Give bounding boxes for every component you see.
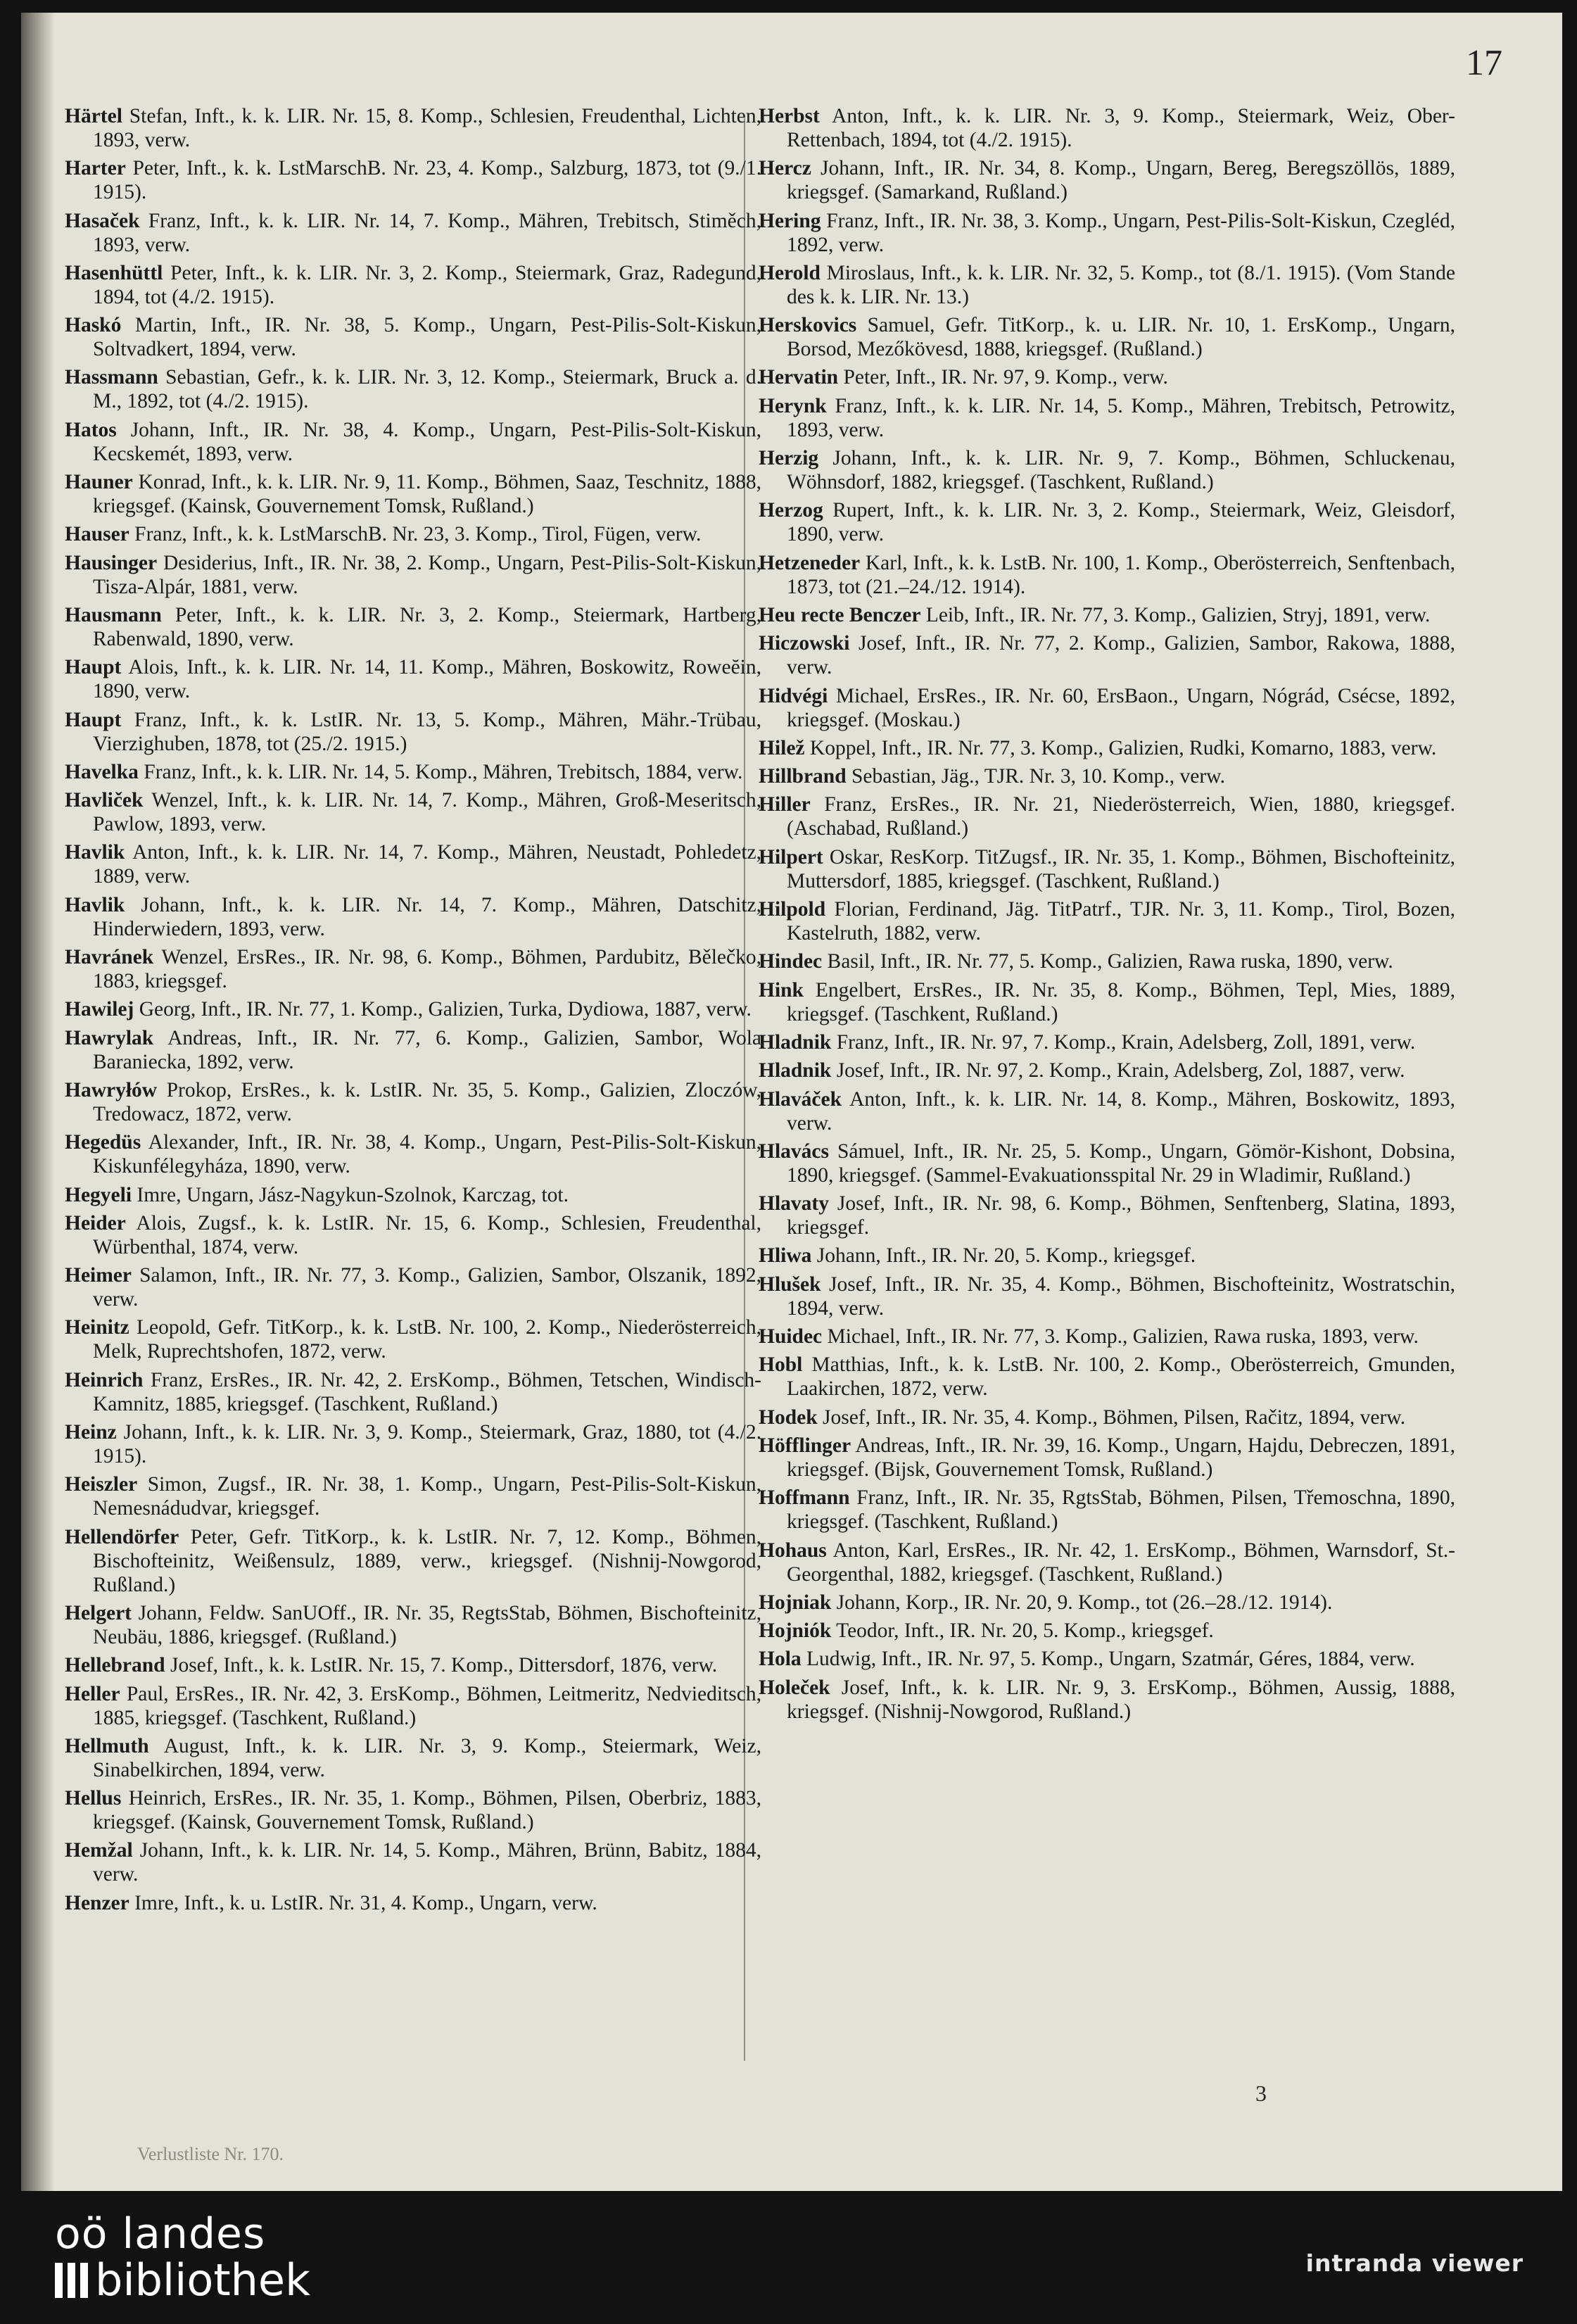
entry-details: Koppel, Inft., IR. Nr. 77, 3. Komp., Galizien, Rudki, Komarno, 1883, verw. [804, 736, 1437, 759]
entry-details: Franz, Inft., IR. Nr. 38, 3. Komp., Ungarn, Pest-Pilis-Solt-Kiskun, Czegléd, 1892, verw. [787, 209, 1455, 256]
entry-details: Michael, ErsRes., IR. Nr. 60, ErsBaon., Ungarn, Nógrád, Csécse, 1892, kriegsgef. (Moskau.) [787, 684, 1455, 731]
entry-surname: Heiszler [65, 1473, 138, 1496]
entry-surname: Holeček [759, 1676, 830, 1699]
list-entry [65, 760, 761, 784]
entry-surname: Hetzeneder [759, 551, 861, 574]
entry-details: Peter, Inft., k. k. LIR. Nr. 3, 2. Komp., Steiermark, Hartberg, Rabenwald, 1890, verw. [93, 603, 761, 650]
entry-surname: Herbst [759, 105, 820, 127]
list-entry [65, 418, 761, 466]
entry-details: Miroslaus, Inft., k. k. LIR. Nr. 32, 5. Komp., tot (8./1. 1915). (Vom Stande des k. k. LIR. Nr. 13.) [787, 261, 1455, 308]
list-entry [759, 551, 1455, 599]
entry-surname: Heimer [65, 1264, 132, 1287]
entry-surname: Havránek [65, 946, 154, 969]
entry-surname: Hojniak [759, 1591, 832, 1614]
entry-surname: Hausmann [65, 603, 162, 626]
entry-surname: Hering [759, 209, 821, 232]
entry-surname: Helgert [65, 1601, 132, 1624]
list-entry [65, 1263, 761, 1311]
entry-surname: Hodek [759, 1406, 818, 1429]
list-entry [759, 1244, 1455, 1268]
entry-surname: Hauser [65, 523, 129, 546]
entry-details: Anton, Inft., k. k. LIR. Nr. 14, 8. Komp., Mähren, Boskowitz, 1893, verw. [787, 1087, 1455, 1135]
list-entry [65, 708, 761, 756]
entry-details: Salamon, Inft., IR. Nr. 77, 3. Komp., Galizien, Sambor, Olszanik, 1892, verw. [93, 1264, 761, 1311]
entry-details: Alois, Zugsf., k. k. LstIR. Nr. 15, 6. Komp., Schlesien, Freudenthal, Würbenthal, 1874, verw. [93, 1211, 761, 1258]
entry-surname: Hasenhüttl [65, 261, 163, 284]
list-entry [65, 1786, 761, 1834]
entry-surname: Hellmuth [65, 1734, 149, 1757]
entry-details: Franz, Inft., k. k. LstIR. Nr. 13, 5. Komp., Mähren, Mähr.-Trübau, Vierzighuben, 1878, tot (25./2. 1915.) [93, 708, 761, 755]
entry-details: Florian, Ferdinand, Jäg. TitPatrf., TJR. Nr. 3, 11. Komp., Tirol, Bozen, Kastelruth, 1882, verw. [787, 898, 1455, 945]
list-entry [65, 1838, 761, 1886]
entry-surname: Herold [759, 261, 821, 284]
list-entry [65, 470, 761, 518]
entry-surname: Hink [759, 978, 804, 1002]
logo-bars-icon [55, 2263, 88, 2298]
list-entry [65, 209, 761, 257]
entry-details: Johann, Inft., k. k. LIR. Nr. 14, 7. Komp., Mähren, Datschitz, Hinderwiedern, 1893, verw. [93, 893, 761, 940]
list-entry [759, 446, 1455, 494]
entry-details: August, Inft., k. k. LIR. Nr. 3, 9. Komp., Steiermark, Weiz, Sinabelkirchen, 1894, verw. [93, 1734, 761, 1781]
list-entry [759, 949, 1455, 973]
list-entry [759, 1647, 1455, 1671]
entry-surname: Hladnik [759, 1030, 832, 1054]
list-entry [759, 313, 1455, 361]
list-entry [65, 365, 761, 413]
entry-surname: Hlavács [759, 1139, 829, 1163]
list-entry [759, 1139, 1455, 1187]
list-entry [65, 1682, 761, 1730]
list-entry [65, 1891, 761, 1915]
list-entry [65, 788, 761, 836]
list-entry [759, 1192, 1455, 1239]
list-entry [65, 261, 761, 309]
entry-details: Anton, Inft., k. k. LIR. Nr. 14, 7. Komp., Mähren, Neustadt, Pohledetz, 1889, verw. [93, 841, 761, 888]
entry-details: Josef, Inft., IR. Nr. 98, 6. Komp., Böhmen, Senftenberg, Slatina, 1893, kriegsgef. [787, 1192, 1455, 1239]
list-entry [65, 840, 761, 888]
list-entry [65, 551, 761, 599]
list-entry [759, 736, 1455, 760]
entry-details: Basil, Inft., IR. Nr. 77, 5. Komp., Galizien, Rawa ruska, 1890, verw. [822, 950, 1393, 973]
entry-surname: Heu recte Benczer [759, 603, 921, 626]
entry-surname: Heider [65, 1211, 126, 1234]
list-entry [759, 498, 1455, 546]
entry-details: Anton, Inft., k. k. LIR. Nr. 3, 9. Komp., Steiermark, Weiz, Ober-Rettenbach, 1894, tot (4./2. 1915). [787, 105, 1455, 151]
entry-details: Wenzel, ErsRes., IR. Nr. 98, 6. Komp., Böhmen, Pardubitz, Bělečko, 1883, kriegsgef. [93, 946, 761, 993]
entry-surname: Hasaček [65, 209, 140, 232]
entry-details: Johann, Inft., k. k. LIR. Nr. 9, 7. Komp., Böhmen, Schluckenau, Wöhnsdorf, 1882, kriegsgef. (Taschkent, Rußland.) [787, 447, 1455, 494]
entry-surname: Haskó [65, 314, 122, 337]
entry-surname: Hobl [759, 1353, 803, 1377]
entry-details: Andreas, Inft., IR. Nr. 39, 16. Komp., Ungarn, Hajdu, Debreczen, 1891, kriegsgef. (Bijsk, Gouvernement Tomsk, Rußland.) [787, 1434, 1455, 1481]
list-entry [65, 1315, 761, 1363]
list-entry [65, 1183, 761, 1207]
right-column [759, 104, 1455, 1728]
list-entry [65, 655, 761, 703]
entry-details: Peter, Inft., k. k. LstMarschB. Nr. 23, 4. Komp., Salzburg, 1873, tot (9./1. 1915). [93, 157, 761, 204]
entry-surname: Herzog [759, 499, 823, 522]
left-column [65, 104, 761, 1919]
list-entry [65, 522, 761, 546]
entry-details: Franz, Inft., k. k. LIR. Nr. 14, 5. Komp., Mähren, Trebitsch, 1884, verw. [138, 760, 743, 783]
signature-mark: 3 [1255, 2080, 1267, 2106]
list-entry [65, 997, 761, 1021]
list-entry [759, 1676, 1455, 1724]
list-entry [759, 1325, 1455, 1349]
entry-details: Johann, Korp., IR. Nr. 20, 9. Komp., tot (26.–28./12. 1914). [831, 1591, 1333, 1614]
entry-surname: Herzig [759, 447, 819, 470]
entry-surname: Heller [65, 1682, 120, 1705]
entry-details: Josef, Inft., IR. Nr. 35, 4. Komp., Böhmen, Pilsen, Račitz, 1894, verw. [817, 1406, 1406, 1429]
list-entry [65, 1653, 761, 1677]
list-entry [759, 104, 1455, 152]
entry-surname: Hiczowski [759, 632, 850, 655]
viewer-brand[interactable]: intranda viewer [1305, 2249, 1524, 2277]
entry-details: Franz, Inft., IR. Nr. 97, 7. Komp., Krain, Adelsberg, Zoll, 1891, verw. [831, 1030, 1416, 1054]
entry-details: Samuel, Gefr. TitKorp., k. u. LIR. Nr. 10, 1. ErsKomp., Ungarn, Borsod, Mezőkövesd, 1888, kriegsgef. (Rußland.) [787, 314, 1455, 361]
entry-surname: Herynk [759, 394, 827, 417]
entry-surname: Haupt [65, 656, 122, 679]
entry-surname: Hawrylak [65, 1026, 154, 1049]
entry-surname: Hlaváček [759, 1087, 842, 1111]
entry-surname: Havelka [65, 760, 139, 783]
entry-surname: Havliček [65, 789, 144, 812]
entry-surname: Hassmann [65, 366, 158, 389]
list-entry [759, 764, 1455, 788]
list-entry [65, 1420, 761, 1468]
list-entry [65, 945, 761, 993]
logo-line2: bibliothek [95, 2254, 310, 2306]
list-entry [759, 631, 1455, 679]
entry-surname: Hemžal [65, 1839, 133, 1862]
entry-details: Alois, Inft., k. k. LIR. Nr. 14, 11. Komp., Mähren, Boskowitz, Roweĕin, 1890, verw. [93, 656, 761, 703]
entry-details: Franz, Inft., IR. Nr. 35, RgtsStab, Böhmen, Pilsen, Třemoschna, 1890, kriegsgef. (Taschkent, Rußland.) [787, 1486, 1455, 1534]
list-entry [65, 893, 761, 941]
entry-surname: Härtel [65, 105, 122, 127]
entry-surname: Hohaus [759, 1539, 827, 1562]
entry-details: Heinrich, ErsRes., IR. Nr. 35, 1. Komp., Böhmen, Pilsen, Oberbriz, 1883, kriegsgef. (Kainsk, Gouvernement Tomsk, Rußland.) [93, 1787, 761, 1834]
list-entry [759, 603, 1455, 627]
entry-surname: Hegyeli [65, 1183, 132, 1206]
entry-surname: Hillbrand [759, 765, 847, 788]
entry-surname: Hilpold [759, 898, 826, 921]
entry-details: Johann, Inft., k. k. LIR. Nr. 14, 5. Komp., Mähren, Brünn, Babitz, 1884, verw. [93, 1839, 761, 1886]
entry-details: Johann, Inft., IR. Nr. 20, 5. Komp., kriegsgef. [811, 1244, 1196, 1268]
page-number: 17 [1466, 43, 1502, 83]
entry-details: Imre, Ungarn, Jász-Nagykun-Szolnok, Karczag, tot. [132, 1183, 569, 1206]
list-entry [65, 1078, 761, 1126]
list-entry [759, 394, 1455, 442]
entry-details: Josef, Inft., k. k. LstIR. Nr. 15, 7. Komp., Dittersdorf, 1876, verw. [165, 1654, 718, 1677]
list-entry [759, 1059, 1455, 1082]
entry-surname: Heinitz [65, 1316, 129, 1339]
list-entry [65, 1734, 761, 1782]
entry-details: Karl, Inft., k. k. LstB. Nr. 100, 1. Komp., Oberösterreich, Senftenbach, 1873, tot (21.–24./12. 1914). [787, 551, 1455, 598]
list-entry [759, 1030, 1455, 1054]
entry-details: Georg, Inft., IR. Nr. 77, 1. Komp., Galizien, Turka, Dydiowa, 1887, verw. [134, 998, 752, 1021]
library-logo[interactable] [55, 2211, 310, 2304]
page-binding-edge [21, 13, 55, 2191]
entry-surname: Hilpert [759, 845, 823, 869]
list-entry [759, 209, 1455, 257]
entry-details: Sebastian, Jäg., TJR. Nr. 3, 10. Komp., verw. [846, 765, 1225, 788]
entry-surname: Hawryłów [65, 1078, 158, 1101]
entry-details: Michael, Inft., IR. Nr. 77, 3. Komp., Galizien, Rawa ruska, 1893, verw. [822, 1325, 1419, 1349]
entry-surname: Hladnik [759, 1059, 832, 1082]
list-entry [759, 365, 1455, 389]
entry-surname: Hindec [759, 950, 823, 973]
entry-surname: Herskovics [759, 314, 857, 337]
entry-surname: Hauner [65, 471, 133, 494]
entry-details: Prokop, ErsRes., k. k. LstIR. Nr. 35, 5. Komp., Galizien, Zloczów, Tredowacz, 1872, verw. [93, 1078, 761, 1125]
entry-surname: Hellus [65, 1787, 122, 1810]
list-entry [65, 1026, 761, 1074]
entry-details: Martin, Inft., IR. Nr. 38, 5. Komp., Ungarn, Pest-Pilis-Solt-Kiskun, Soltvadkert, 1894, verw. [93, 314, 761, 361]
entry-details: Andreas, Inft., IR. Nr. 77, 6. Komp., Galizien, Sambor, Wola Baraniecka, 1892, verw. [93, 1026, 761, 1073]
list-entry [759, 845, 1455, 893]
entry-surname: Hawilej [65, 998, 134, 1021]
scanned-page [21, 13, 1562, 2191]
entry-details: Desiderius, Inft., IR. Nr. 38, 2. Komp., Ungarn, Pest-Pilis-Solt-Kiskun, Tisza-Alpár, 1881, verw. [93, 551, 761, 598]
entry-details: Johann, Inft., k. k. LIR. Nr. 3, 9. Komp., Steiermark, Graz, 1880, tot (4./2. 1915). [93, 1421, 761, 1468]
list-entry [759, 1353, 1455, 1401]
list-entry [65, 603, 761, 651]
entry-surname: Harter [65, 157, 126, 180]
list-entry [759, 1619, 1455, 1643]
entry-details: Franz, ErsRes., IR. Nr. 42, 2. ErsKomp., Böhmen, Tetschen, Windisch-Kamnitz, 1885, kriegsgef. (Taschkent, Rußland.) [93, 1368, 761, 1415]
list-entry [759, 1486, 1455, 1534]
list-entry [759, 684, 1455, 732]
entry-details: Johann, Inft., IR. Nr. 38, 4. Komp., Ungarn, Pest-Pilis-Solt-Kiskun, Kecskemét, 1893, verw. [93, 418, 761, 465]
list-entry [759, 792, 1455, 840]
list-entry [65, 1130, 761, 1178]
entry-details: Franz, Inft., k. k. LIR. Nr. 14, 7. Komp., Mähren, Trebitsch, Stiměch, 1893, verw. [93, 209, 761, 256]
entry-surname: Hellendörfer [65, 1525, 179, 1548]
entry-details: Josef, Inft., k. k. LIR. Nr. 9, 3. ErsKomp., Böhmen, Aussig, 1888, kriegsgef. (Nishnij-Nowgorod, Rußland.) [787, 1676, 1455, 1723]
list-entry [65, 156, 761, 204]
entry-surname: Heinrich [65, 1368, 144, 1391]
entry-surname: Hausinger [65, 551, 158, 574]
entry-surname: Hlavaty [759, 1192, 829, 1215]
list-entry [65, 1211, 761, 1259]
list-entry [759, 1406, 1455, 1429]
entry-details: Johann, Inft., IR. Nr. 34, 8. Komp., Ungarn, Bereg, Beregszöllös, 1889, kriegsgef. (Samarkand, Rußland.) [787, 157, 1455, 204]
entry-details: Peter, Inft., IR. Nr. 97, 9. Komp., verw. [838, 366, 1168, 389]
entry-surname: Henzer [65, 1891, 129, 1914]
entry-details: Stefan, Inft., k. k. LIR. Nr. 15, 8. Komp., Schlesien, Freudenthal, Lichten, 1893, verw. [93, 105, 761, 151]
list-entry [65, 1601, 761, 1649]
list-entry [759, 897, 1455, 945]
logo-line1: oö landes [55, 2209, 266, 2259]
list-entry [759, 156, 1455, 204]
entry-surname: Heinz [65, 1421, 117, 1444]
entry-surname: Hola [759, 1648, 802, 1671]
entry-surname: Haupt [65, 708, 122, 731]
list-entry [65, 1368, 761, 1416]
entry-surname: Hilež [759, 736, 805, 759]
entry-details: Johann, Feldw. SanUOff., IR. Nr. 35, RegtsStab, Böhmen, Bischofteinitz, Neubäu, 1886, kriegsgef. (Rußland.) [93, 1601, 761, 1648]
list-entry [759, 261, 1455, 309]
list-entry [65, 1525, 761, 1597]
entry-surname: Huidec [759, 1325, 823, 1349]
entry-details: Matthias, Inft., k. k. LstB. Nr. 100, 2. Komp., Oberösterreich, Gmunden, Laakirchen, 1872, verw. [787, 1353, 1455, 1401]
list-entry [759, 1434, 1455, 1482]
entry-details: Peter, Inft., k. k. LIR. Nr. 3, 2. Komp., Steiermark, Graz, Radegund, 1894, tot (4./2. 1915). [93, 261, 761, 308]
entry-surname: Hojniók [759, 1619, 832, 1643]
entry-details: Josef, Inft., IR. Nr. 77, 2. Komp., Galizien, Sambor, Rakowa, 1888, verw. [787, 632, 1455, 679]
entry-details: Josef, Inft., IR. Nr. 97, 2. Komp., Krain, Adelsberg, Zol, 1887, verw. [831, 1059, 1405, 1082]
entry-details: Alexander, Inft., IR. Nr. 38, 4. Komp., Ungarn, Pest-Pilis-Solt-Kiskun, Kiskunfélegyháza, 1890, verw. [93, 1131, 761, 1178]
entry-surname: Hellebrand [65, 1654, 165, 1677]
list-entry [759, 1539, 1455, 1586]
footer-mark: Verlustliste Nr. 170. [137, 2144, 284, 2164]
entry-details: Franz, Inft., k. k. LstMarschB. Nr. 23, 3. Komp., Tirol, Fügen, verw. [129, 523, 702, 546]
list-entry [759, 1272, 1455, 1320]
entry-surname: Hegedüs [65, 1131, 141, 1154]
entry-surname: Hidvégi [759, 684, 828, 707]
entry-surname: Hliwa [759, 1244, 812, 1268]
logo-line2-row [55, 2256, 310, 2304]
list-entry [759, 978, 1455, 1026]
entry-surname: Hercz [759, 157, 811, 180]
entry-details: Engelbert, ErsRes., IR. Nr. 35, 8. Komp., Böhmen, Tepl, Mies, 1889, kriegsgef. (Taschkent, Rußland.) [787, 978, 1455, 1025]
entry-details: Rupert, Inft., k. k. LIR. Nr. 3, 2. Komp., Steiermark, Weiz, Gleisdorf, 1890, verw. [787, 499, 1455, 546]
entry-details: Franz, Inft., k. k. LIR. Nr. 14, 5. Komp., Mähren, Trebitsch, Petrowitz, 1893, verw. [787, 394, 1455, 441]
entry-surname: Höfflinger [759, 1434, 851, 1457]
entry-details: Anton, Karl, ErsRes., IR. Nr. 42, 1. ErsKomp., Böhmen, Warnsdorf, St.-Georgenthal, 1882, kriegsgef. (Taschkent, Rußland.) [787, 1539, 1455, 1586]
entry-details: Ludwig, Inft., IR. Nr. 97, 5. Komp., Ungarn, Szatmár, Géres, 1884, verw. [801, 1648, 1415, 1671]
entry-details: Teodor, Inft., IR. Nr. 20, 5. Komp., kriegsgef. [831, 1619, 1214, 1643]
list-entry [65, 313, 761, 361]
entry-details: Sámuel, Inft., IR. Nr. 25, 5. Komp., Ungarn, Gömör-Kishont, Dobsina, 1890, kriegsgef. (Sammel-Evakuationsspital Nr. 29 in Wladimir, Rußland.) [787, 1139, 1455, 1187]
entry-surname: Hervatin [759, 366, 839, 389]
entry-surname: Hiller [759, 793, 811, 816]
entry-surname: Hatos [65, 418, 117, 441]
entry-details: Franz, ErsRes., IR. Nr. 21, Niederösterreich, Wien, 1880, kriegsgef. (Aschabad, Rußland.) [787, 793, 1455, 840]
entry-details: Paul, ErsRes., IR. Nr. 42, 3. ErsKomp., Böhmen, Leitmeritz, Nedvieditsch, 1885, kriegsgef. (Taschkent, Rußland.) [93, 1682, 761, 1729]
entry-details: Konrad, Inft., k. k. LIR. Nr. 9, 11. Komp., Böhmen, Saaz, Teschnitz, 1888, kriegsgef. (Kainsk, Gouvernement Tomsk, Rußland.) [93, 471, 761, 518]
entry-details: Sebastian, Gefr., k. k. LIR. Nr. 3, 12. Komp., Steiermark, Bruck a. d. M., 1892, tot (4./2. 1915). [93, 366, 761, 413]
list-entry [759, 1591, 1455, 1615]
entry-surname: Hlušek [759, 1272, 821, 1296]
list-entry [65, 1472, 761, 1520]
entry-surname: Havlik [65, 893, 125, 916]
entry-details: Josef, Inft., IR. Nr. 35, 4. Komp., Böhmen, Bischofteinitz, Wostratschin, 1894, verw. [787, 1272, 1455, 1320]
entry-surname: Havlik [65, 841, 125, 864]
list-entry [65, 104, 761, 152]
entry-details: Leopold, Gefr. TitKorp., k. k. LstB. Nr. 100, 2. Komp., Niederösterreich, Melk, Ruprechtshofen, 1872, verw. [93, 1316, 761, 1363]
entry-details: Imre, Inft., k. u. LstIR. Nr. 31, 4. Komp., Ungarn, verw. [129, 1891, 597, 1914]
entry-details: Oskar, ResKorp. TitZugsf., IR. Nr. 35, 1. Komp., Böhmen, Bischofteinitz, Muttersdorf, 1885, kriegsgef. (Taschkent, Rußland.) [787, 845, 1455, 892]
entry-surname: Hoffmann [759, 1486, 850, 1510]
entry-details: Leib, Inft., IR. Nr. 77, 3. Komp., Galizien, Stryj, 1891, verw. [920, 603, 1431, 626]
list-entry [759, 1087, 1455, 1135]
entry-details: Wenzel, Inft., k. k. LIR. Nr. 14, 7. Komp., Mähren, Groß-Meseritsch, Pawlow, 1893, verw. [93, 789, 761, 836]
entry-details: Peter, Gefr. TitKorp., k. k. LstIR. Nr. 7, 12. Komp., Böhmen, Bischofteinitz, Weißensulz, 1889, verw., kriegsgef. (Nishnij-Nowgorod, Rußland.) [93, 1525, 761, 1596]
entry-details: Simon, Zugsf., IR. Nr. 38, 1. Komp., Ungarn, Pest-Pilis-Solt-Kiskun, Nemesnádudvar, kriegsgef. [93, 1473, 761, 1520]
